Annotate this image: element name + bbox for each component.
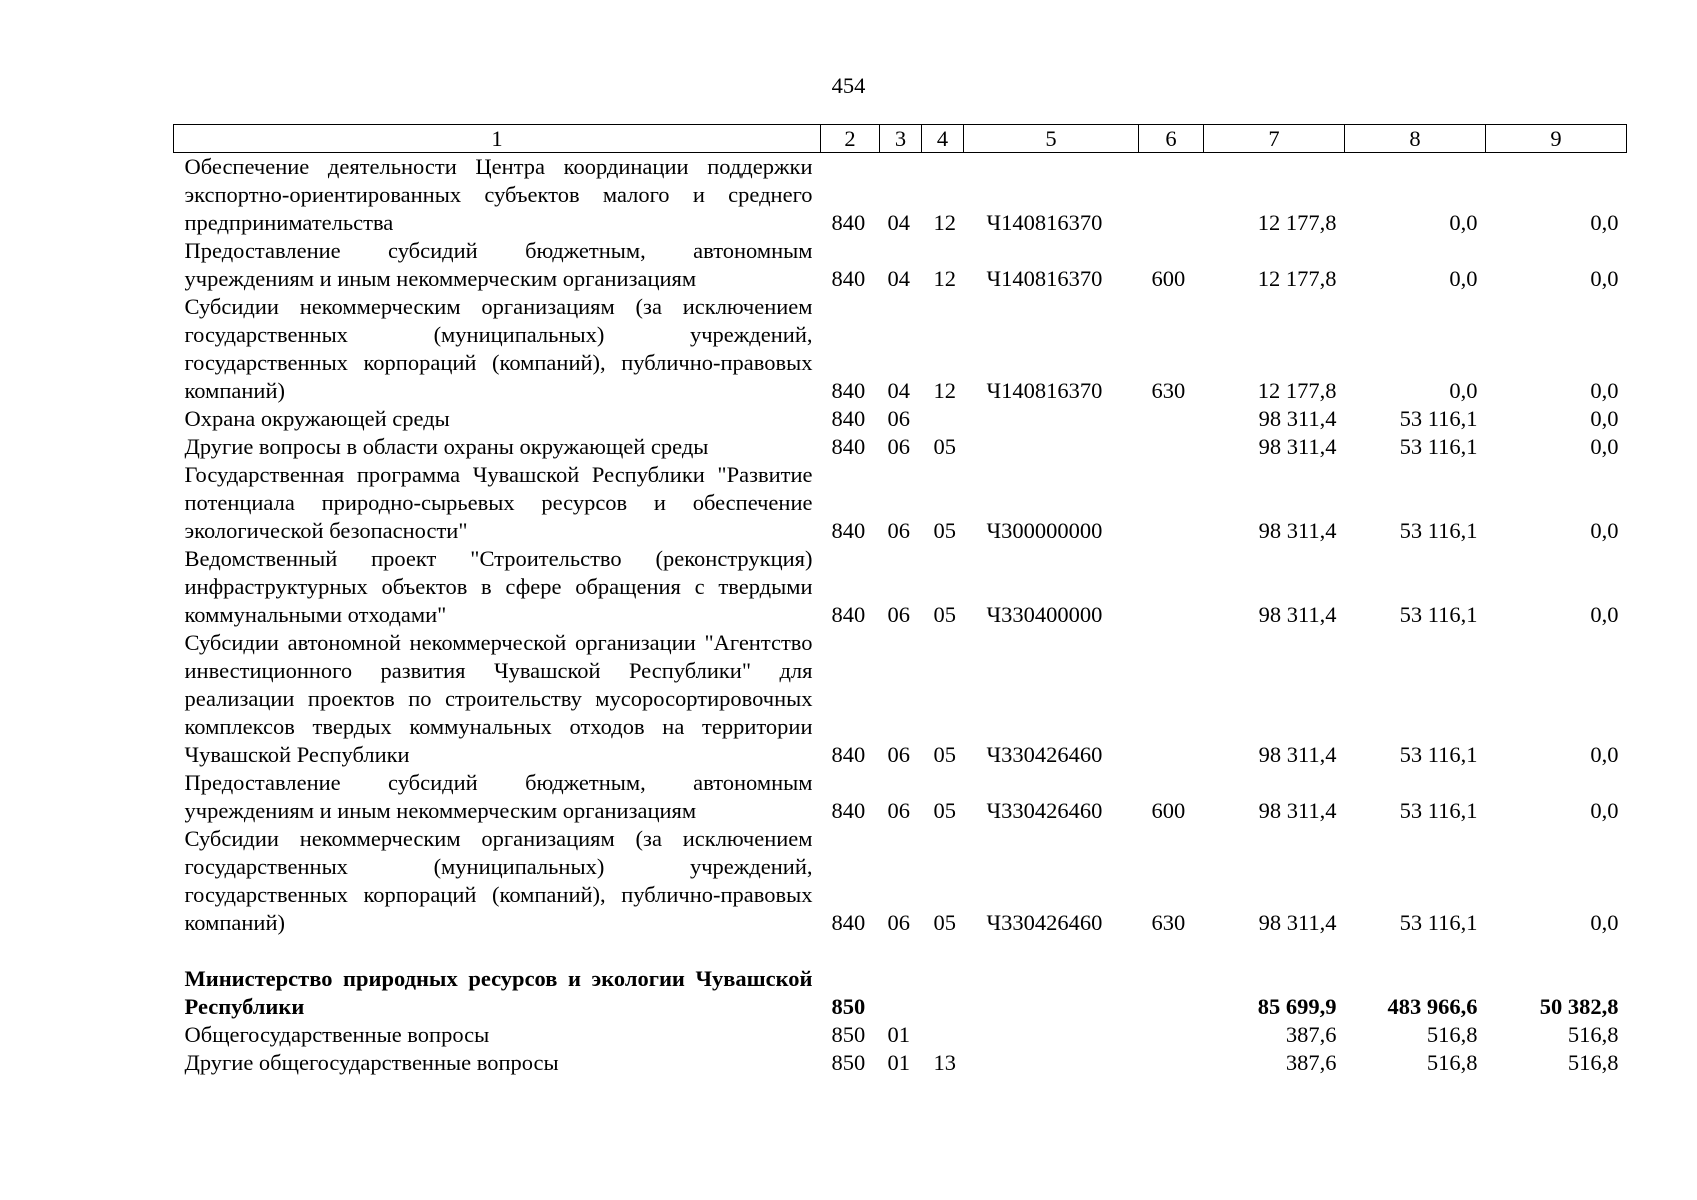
target-article-code: Ч140816370 xyxy=(986,378,1103,403)
expense-type-code xyxy=(1139,433,1204,461)
column-header: 2 xyxy=(821,125,880,153)
ministry-code: 840 xyxy=(831,434,866,459)
row-name: Государственная программа Чувашской Республики "Развитие потенциала природно-сырьевых ресурсов и обеспечение экологической безопасности" xyxy=(184,462,813,543)
expense-type-code xyxy=(1139,1049,1204,1077)
ministry-code: 850 xyxy=(831,1022,866,1047)
target-article-code: Ч330400000 xyxy=(986,602,1103,627)
row-name: Охрана окружающей среды xyxy=(184,406,450,431)
section-code: 06 xyxy=(887,602,910,627)
section-code: 04 xyxy=(887,266,910,291)
target-article-code xyxy=(964,1021,1139,1049)
table-row xyxy=(174,1049,1627,1077)
amount-col-8: 53 116,1 xyxy=(1399,434,1478,459)
subsection-code: 12 xyxy=(933,210,956,235)
target-article-code: Ч330426460 xyxy=(986,798,1103,823)
table-row xyxy=(174,405,1627,433)
table-row xyxy=(174,769,1627,825)
ministry-code: 840 xyxy=(831,210,866,235)
row-name: Субсидии некоммерческим организациям (за исключением государственных (муниципальных) учреждений, государственных корпораций (компаний), публично-правовых компаний) xyxy=(184,826,813,935)
amount-col-9: 0,0 xyxy=(1590,378,1619,403)
amount-col-9: 516,8 xyxy=(1567,1022,1619,1047)
amount-col-9: 0,0 xyxy=(1590,518,1619,543)
amount-col-8: 516,8 xyxy=(1426,1050,1478,1075)
table-row xyxy=(174,461,1627,545)
target-article-code xyxy=(964,405,1139,433)
column-number-header xyxy=(174,125,1627,153)
amount-col-7: 98 311,4 xyxy=(1258,742,1337,767)
amount-col-8: 516,8 xyxy=(1426,1022,1478,1047)
ministry-code: 840 xyxy=(831,378,866,403)
expense-type-code: 630 xyxy=(1151,378,1186,403)
spacer-cell xyxy=(174,937,1627,965)
amount-col-7: 98 311,4 xyxy=(1258,518,1337,543)
subsection-code xyxy=(922,1021,964,1049)
target-article-code xyxy=(964,433,1139,461)
column-header: 5 xyxy=(964,125,1139,153)
subsection-code: 05 xyxy=(933,434,956,459)
table-row xyxy=(174,293,1627,405)
section-code: 06 xyxy=(887,434,910,459)
target-article-code: Ч140816370 xyxy=(986,266,1103,291)
subsection-code xyxy=(922,965,964,1021)
row-name: Министерство природных ресурсов и экологии Чувашской Республики xyxy=(184,966,813,1019)
expense-type-code xyxy=(1139,1021,1204,1049)
subsection-code: 05 xyxy=(933,518,956,543)
target-article-code: Ч330426460 xyxy=(986,742,1103,767)
ministry-code: 840 xyxy=(831,602,866,627)
target-article-code xyxy=(964,1049,1139,1077)
amount-col-7: 12 177,8 xyxy=(1257,378,1337,403)
column-header: 7 xyxy=(1204,125,1345,153)
amount-col-9: 0,0 xyxy=(1590,798,1619,823)
table-row xyxy=(174,629,1627,769)
amount-col-9: 0,0 xyxy=(1590,742,1619,767)
expense-type-code xyxy=(1139,629,1204,769)
subsection-code xyxy=(922,405,964,433)
ministry-code: 840 xyxy=(831,742,866,767)
amount-col-8: 53 116,1 xyxy=(1399,742,1478,767)
amount-col-9: 0,0 xyxy=(1590,266,1619,291)
amount-col-8: 53 116,1 xyxy=(1399,602,1478,627)
section-code: 06 xyxy=(887,406,910,431)
section-code xyxy=(880,965,922,1021)
amount-col-7: 12 177,8 xyxy=(1257,210,1337,235)
budget-table xyxy=(173,124,1627,1077)
row-name: Ведомственный проект "Строительство (реконструкция) инфраструктурных объектов в сфере обращения с твердыми коммунальными отходами" xyxy=(184,546,813,627)
table-row xyxy=(174,545,1627,629)
amount-col-9: 0,0 xyxy=(1590,406,1619,431)
section-code: 06 xyxy=(887,798,910,823)
ministry-code: 840 xyxy=(831,266,866,291)
section-code: 04 xyxy=(887,210,910,235)
column-header: 8 xyxy=(1345,125,1486,153)
table-row xyxy=(174,825,1627,937)
subsection-code: 12 xyxy=(933,378,956,403)
amount-col-7: 98 311,4 xyxy=(1258,910,1337,935)
section-code: 06 xyxy=(887,910,910,935)
expense-type-code: 630 xyxy=(1151,910,1186,935)
amount-col-8: 0,0 xyxy=(1449,378,1478,403)
subsection-code: 05 xyxy=(933,798,956,823)
amount-col-7: 98 311,4 xyxy=(1258,434,1337,459)
ministry-code: 850 xyxy=(831,1050,866,1075)
amount-col-7: 12 177,8 xyxy=(1257,266,1337,291)
column-header: 9 xyxy=(1486,125,1627,153)
column-header: 3 xyxy=(880,125,922,153)
column-header: 6 xyxy=(1139,125,1204,153)
amount-col-8: 0,0 xyxy=(1449,210,1478,235)
ministry-code: 840 xyxy=(831,798,866,823)
subsection-code: 12 xyxy=(933,266,956,291)
table-row xyxy=(174,237,1627,293)
ministry-code: 840 xyxy=(831,518,866,543)
target-article-code: Ч300000000 xyxy=(986,518,1103,543)
amount-col-7: 85 699,9 xyxy=(1257,994,1337,1019)
amount-col-7: 387,6 xyxy=(1285,1022,1337,1047)
spacer-row xyxy=(174,937,1627,965)
section-code: 06 xyxy=(887,518,910,543)
section-code: 01 xyxy=(887,1050,910,1075)
amount-col-8: 0,0 xyxy=(1449,266,1478,291)
amount-col-7: 98 311,4 xyxy=(1258,406,1337,431)
amount-col-8: 53 116,1 xyxy=(1399,518,1478,543)
table-row xyxy=(174,1021,1627,1049)
amount-col-8: 53 116,1 xyxy=(1399,406,1478,431)
expense-type-code xyxy=(1139,545,1204,629)
target-article-code xyxy=(964,965,1139,1021)
target-article-code: Ч330426460 xyxy=(986,910,1103,935)
amount-col-7: 98 311,4 xyxy=(1258,602,1337,627)
row-name: Общегосударственные вопросы xyxy=(184,1022,490,1047)
amount-col-7: 98 311,4 xyxy=(1258,798,1337,823)
amount-col-9: 0,0 xyxy=(1590,210,1619,235)
row-name: Предоставление субсидий бюджетным, автономным учреждениям и иным некоммерческим организациям xyxy=(184,238,813,291)
row-name: Другие вопросы в области охраны окружающей среды xyxy=(184,434,709,459)
amount-col-9: 0,0 xyxy=(1590,910,1619,935)
amount-col-7: 387,6 xyxy=(1285,1050,1337,1075)
ministry-code: 840 xyxy=(831,910,866,935)
section-code: 06 xyxy=(887,742,910,767)
column-header: 4 xyxy=(922,125,964,153)
row-name: Субсидии некоммерческим организациям (за исключением государственных (муниципальных) учреждений, государственных корпораций (компаний), публично-правовых компаний) xyxy=(184,294,813,403)
expense-type-code xyxy=(1139,405,1204,433)
section-code: 04 xyxy=(887,378,910,403)
expense-type-code xyxy=(1139,153,1204,238)
expense-type-code xyxy=(1139,461,1204,545)
amount-col-9: 0,0 xyxy=(1590,434,1619,459)
amount-col-9: 0,0 xyxy=(1590,602,1619,627)
table-row xyxy=(174,965,1627,1021)
amount-col-8: 53 116,1 xyxy=(1399,910,1478,935)
amount-col-9: 516,8 xyxy=(1567,1050,1619,1075)
expense-type-code xyxy=(1139,965,1204,1021)
subsection-code: 05 xyxy=(933,910,956,935)
row-name: Субсидии автономной некоммерческой организации "Агентство инвестиционного развития Чувашской Республики" для реализации проектов по строительству мусоросортировочных комплексов твердых коммунальных отходов на территории Чувашской Республики xyxy=(184,630,813,767)
expense-type-code: 600 xyxy=(1151,266,1186,291)
amount-col-9: 50 382,8 xyxy=(1539,994,1619,1019)
row-name: Обеспечение деятельности Центра координации поддержки экспортно-ориентированных субъектов малого и среднего предпринимательства xyxy=(184,154,813,235)
ministry-code: 850 xyxy=(831,994,866,1019)
target-article-code: Ч140816370 xyxy=(986,210,1103,235)
page-number: 454 xyxy=(831,73,866,98)
subsection-code: 05 xyxy=(933,602,956,627)
amount-col-8: 483 966,6 xyxy=(1387,994,1478,1019)
table-row xyxy=(174,153,1627,238)
amount-col-8: 53 116,1 xyxy=(1399,798,1478,823)
ministry-code: 840 xyxy=(831,406,866,431)
subsection-code: 13 xyxy=(933,1050,956,1075)
expense-type-code: 600 xyxy=(1151,798,1186,823)
row-name: Предоставление субсидий бюджетным, автономным учреждениям и иным некоммерческим организациям xyxy=(184,770,813,823)
table-row xyxy=(174,433,1627,461)
subsection-code: 05 xyxy=(933,742,956,767)
section-code: 01 xyxy=(887,1022,910,1047)
row-name: Другие общегосударственные вопросы xyxy=(184,1050,559,1075)
column-header: 1 xyxy=(174,125,821,153)
table-body xyxy=(174,153,1627,1078)
